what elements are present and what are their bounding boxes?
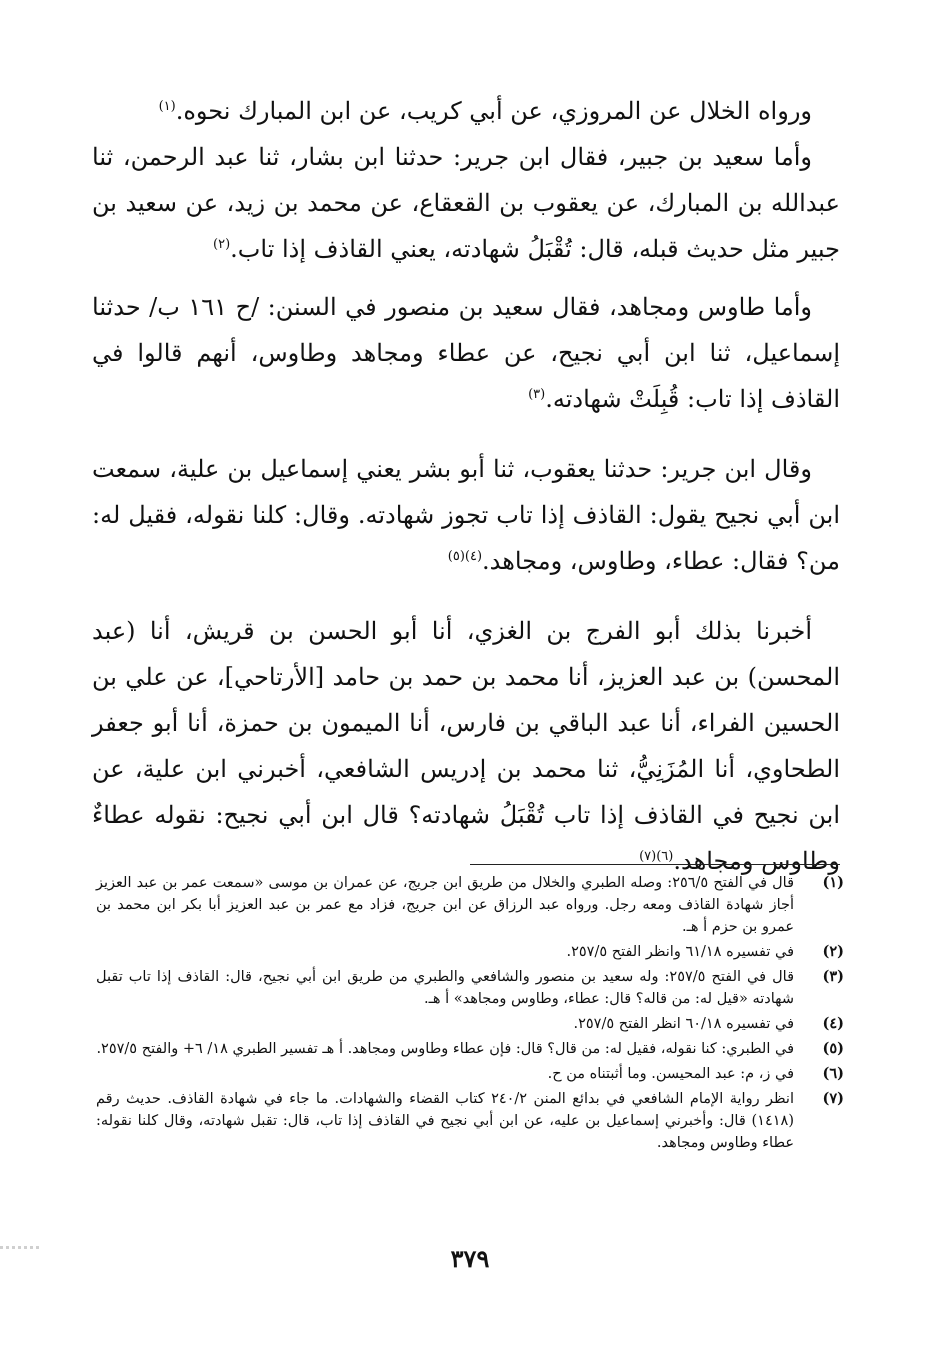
paragraph-2-text: وأما سعيد بن جبير، فقال ابن جرير: حدثنا ابن بشار، ثنا عبد الرحمن، ثنا عبدالله بن المبارك، عن يعقوب بن القعقاع، عن محمد بن زيد، عن سعيد بن جبير مثل حديث قبله، قال: تُقْبَلُ شهادته، يعني القاذف إذا تاب.	[92, 143, 840, 263]
footnotes	[96, 872, 844, 1157]
footnote-5	[96, 1038, 844, 1060]
footnote-number: (٥)	[822, 1040, 844, 1057]
footnote-2	[96, 941, 844, 963]
footnote-ref-1[interactable]: (١)	[158, 99, 176, 114]
paragraph-4-text: وقال ابن جرير: حدثنا يعقوب، ثنا أبو بشر يعني إسماعيل بن علية، سمعت ابن أبي نجيح يقول: القاذف إذا تاب تجوز شهادته. وقال: كلنا نقوله، فقيل له: من؟ فقال: عطاء، وطاوس، ومجاهد.	[92, 455, 840, 575]
footnote-number: (٤)	[822, 1015, 844, 1032]
footnote-text: في تفسيره ٦٠/١٨ انظر الفتح ٢٥٧/٥.	[573, 1016, 794, 1032]
paragraph-3	[92, 284, 840, 422]
paragraph-5-text: أخبرنا بذلك أبو الفرج بن الغزي، أنا أبو الحسن بن قريش، أنا (عبد المحسن) بن عبد العزيز، أنا محمد بن حمد بن حامد [الأرتاحي]، عن علي بن الحسين الفراء، أنا عبد الباقي بن فارس، أنا الميمون بن حمزة، أنا أبو جعفر الطحاوي، أنا المُزَنِيُّ، ثنا محمد بن إدريس الشافعي، أخبرني ابن علية، عن ابن نجيح في القاذف إذا تاب تُقْبَلُ شهادته؟ قال ابن أبي نجيح: نقوله عطاءٌ وطاوس ومجاهد.	[92, 617, 840, 875]
footnote-number: (٣)	[822, 968, 844, 985]
footnote-ref-3[interactable]: (٣)	[528, 387, 546, 402]
footnote-ref-6[interactable]: (٦)	[656, 849, 674, 864]
scan-margin-mark	[0, 1246, 40, 1249]
paragraph-4	[92, 446, 840, 584]
footnote-number: (٢)	[822, 943, 844, 960]
footnote-separator	[470, 864, 840, 865]
paragraph-5	[92, 608, 840, 884]
footnote-text: قال في الفتح ٢٥٦/٥: وصله الطبري والخلال من طريق ابن جريج، عن عمران بن موسى «سمعت عمر بن عبد العزيز أجاز شهادة القاذف ومعه رجل. ورواه عبد الرزاق عن ابن جريج، فزاد مع عمر بن عبد العزيز أبا بكر ابن محمد بن عمرو بن حزم أ هـ.	[96, 875, 795, 935]
footnote-3	[96, 966, 844, 1010]
footnote-number: (٦)	[822, 1065, 844, 1082]
footnote-number: (١)	[822, 874, 844, 891]
footnote-ref-7[interactable]: (٧)	[639, 849, 657, 864]
footnote-text: قال في الفتح ٢٥٧/٥: وله سعيد بن منصور والشافعي والطبري من طريق ابن أبي نجيح، قال: القاذف إذا تاب تقبل شهادته «قيل له: من قاله؟ قال: عطاء، وطاوس ومجاهد» أ هـ.	[96, 969, 794, 1007]
footnote-text: في تفسيره ٦١/١٨ وانظر الفتح ٢٥٧/٥.	[566, 944, 794, 960]
footnote-ref-5[interactable]: (٥)	[447, 549, 465, 564]
main-text	[92, 88, 840, 884]
footnote-ref-2[interactable]: (٢)	[213, 237, 231, 252]
page-number: ٣٧٩	[450, 1244, 490, 1273]
footnote-1	[96, 872, 844, 938]
footnote-text: انظر رواية الإمام الشافعي في بدائع المنن ٢٤٠/٢ كتاب القضاء والشهادات. ما جاء في شهادة القاذف. حديث رقم (١٤١٨) قال: وأخبرني إسماعيل بن عليه، عن ابن أبي نجيح في القاذف إذا تاب، قال: تقبل شهادته، وقال كلنا نقوله: عطاء وطاوس ومجاهد.	[96, 1091, 794, 1151]
paragraph-3-text: وأما طاوس ومجاهد، فقال سعيد بن منصور في السنن: /ح ١٦١ ب/ حدثنا إسماعيل، ثنا ابن أبي نجيح، عن عطاء ومجاهد وطاوس، أنهم قالوا في القاذف إذا تاب: قُبِلَتْ شهادته.	[92, 293, 840, 413]
footnote-ref-4[interactable]: (٤)	[464, 549, 483, 564]
footnote-4	[96, 1013, 844, 1035]
footnote-text: في الطبري: كنا نقوله، فقيل له: من قال؟ قال: فإن عطاء وطاوس ومجاهد. أ هـ تفسير الطبري ١٨/ ٦+ والفتح ٢٥٧/٥.	[96, 1041, 794, 1057]
footnote-7	[96, 1088, 844, 1154]
paragraph-1-text: ورواه الخلال عن المروزي، عن أبي كريب، عن ابن المبارك نحوه.	[175, 97, 812, 125]
paragraph-2	[92, 134, 840, 272]
footnote-6	[96, 1063, 844, 1085]
footnote-text: في ز، م: عبد المحيسن. وما أثبتناه من ح.	[547, 1066, 794, 1082]
paragraph-1	[92, 88, 840, 134]
footnote-number: (٧)	[822, 1090, 844, 1107]
